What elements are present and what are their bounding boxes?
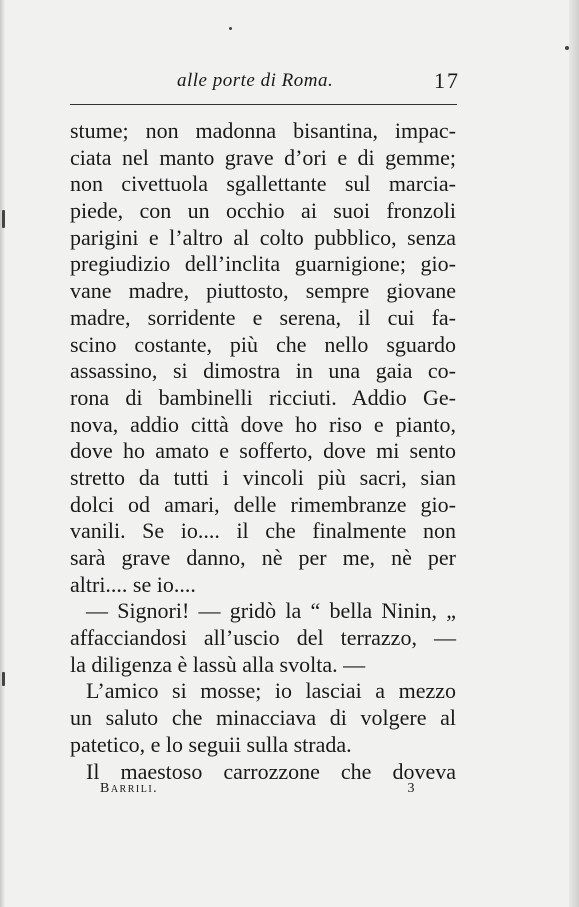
text-line: pregiudizio dell’inclita guarnigione; gio- [70, 251, 456, 277]
text-line: patetico, e lo seguii sulla strada. [70, 731, 352, 757]
text-line: piede, con un occhio ai suoi fronzoli [70, 198, 456, 224]
text-line: dolci od amari, delle rimembranze gio- [70, 491, 456, 517]
text-line: — Signori! — gridò la “ bella Ninin, „ [86, 598, 456, 624]
text-line: affacciandosi all’uscio del terrazzo, — [70, 625, 456, 651]
text-line: nova, addio città dove ho riso e pianto, [70, 411, 456, 437]
page-right-edge [569, 0, 579, 907]
body-text [70, 118, 456, 785]
text-line: rona di bambinelli ricciuti. Addio Ge- [70, 384, 456, 410]
text-line: altri.... se io.... [70, 571, 196, 597]
text-line: scino costante, più che nello sguardo [70, 331, 456, 357]
text-line: dove ho amato e sofferto, dove mi sento [70, 438, 456, 464]
text-line: vane madre, piuttosto, sempre giovane [70, 278, 456, 304]
print-speck [565, 46, 569, 50]
header-rule [70, 104, 457, 105]
print-speck [2, 672, 5, 686]
print-speck [2, 210, 5, 228]
text-line: stume; non madonna bisantina, impac- [70, 118, 456, 143]
text-line: non civettuola sgallettante sul marcia- [70, 171, 456, 197]
text-line: ciata nel manto grave d’ori e di gemme; [70, 144, 456, 170]
text-line: sarà grave danno, nè per me, nè per [70, 545, 456, 570]
text-line: assassino, si dimostra in una gaia co- [70, 358, 456, 384]
text-line: Il maestoso carrozzone che doveva [86, 758, 456, 784]
text-line: madre, sorridente e serena, il cui fa- [70, 304, 456, 330]
text-line: stretto da tutti i vincoli più sacri, sian [70, 464, 456, 490]
signature-mark [100, 781, 416, 801]
text-line: un saluto che minacciava di volgere al [70, 705, 456, 731]
signature-number: 3 [407, 781, 416, 796]
text-line: L’amico si mosse; io lasciai a mezzo [86, 678, 456, 704]
text-line: vanili. Se io.... il che finalmente non [70, 518, 456, 544]
text-line: parigini e l’altro al colto pubblico, senza [70, 224, 456, 250]
page-left-edge [0, 0, 5, 907]
signature-author: Barrili. [100, 781, 159, 796]
text-line: la diligenza è lassù alla svolta. — [70, 651, 366, 677]
print-speck [229, 27, 232, 30]
running-title: alle porte di Roma. [177, 70, 334, 91]
page-header [70, 66, 460, 96]
page-number: 17 [434, 68, 460, 93]
